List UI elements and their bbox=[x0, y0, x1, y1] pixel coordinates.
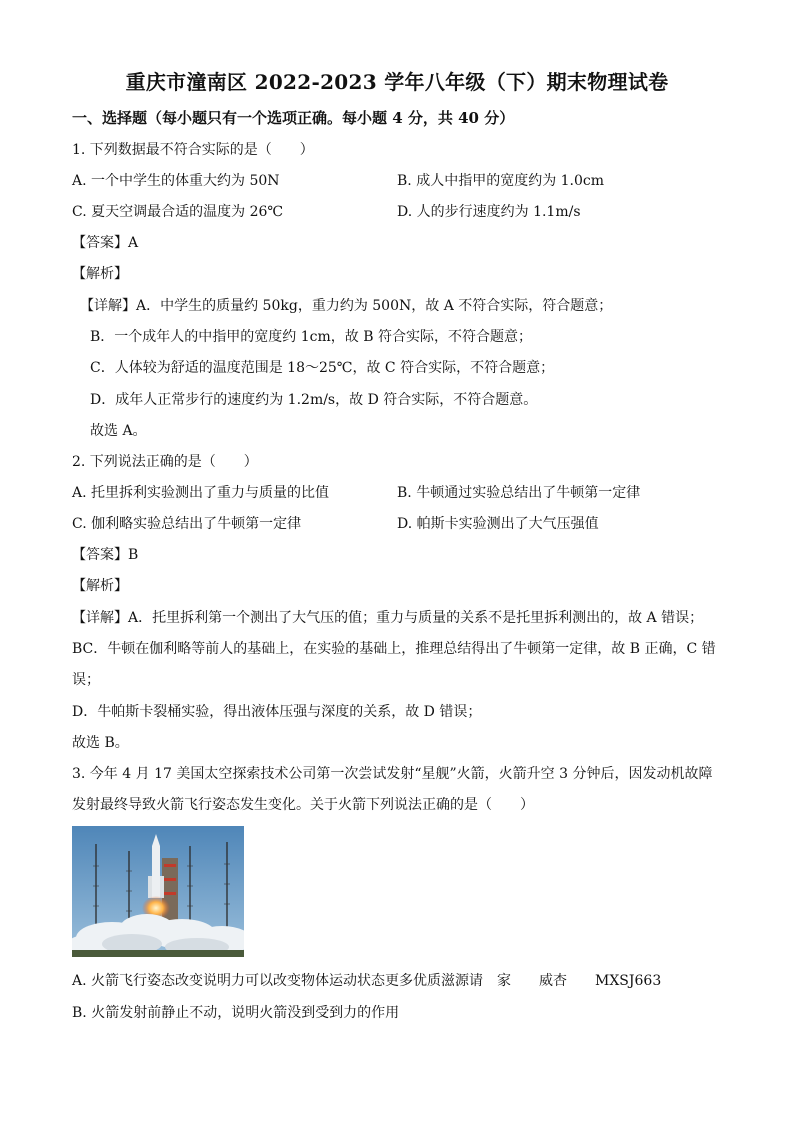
q1-stem: 1. 下列数据最不符合实际的是（ ） bbox=[72, 142, 314, 158]
q2-option-b: B. 牛顿通过实验总结出了牛顿第一定律 bbox=[397, 485, 641, 501]
q2-detail-bc: BC．牛顿在伽利略等前人的基础上，在实验的基础上，推理总结得出了牛顿第一定律，故 B 正确，C 错 bbox=[72, 641, 716, 657]
q2-detail-bc-cont: 误； bbox=[72, 672, 100, 688]
q2-option-a: A. 托里拆利实验测出了重力与质量的比值 bbox=[72, 485, 330, 501]
q1-detail-a: 【详解】A．中学生的质量约 50kg，重力约为 500N，故 A 不符合实际，符合题意； bbox=[80, 298, 613, 314]
q3-option-a: A. 火箭飞行姿态改变说明力可以改变物体运动状态更多优质滋源请 家 威杏 MXSJ663 bbox=[72, 973, 662, 989]
q1-option-b: B. 成人中指甲的宽度约为 1.0cm bbox=[397, 173, 605, 189]
q2-answer: 【答案】B bbox=[72, 547, 139, 563]
rocket-launch-photo bbox=[72, 826, 244, 957]
q1-answer: 【答案】A bbox=[72, 235, 139, 251]
q1-analysis-label: 【解析】 bbox=[72, 266, 128, 282]
q3-stem-line2: 发射最终导致火箭飞行姿态发生变化。关于火箭下列说法正确的是（ ） bbox=[72, 797, 534, 813]
q3-option-b: B. 火箭发射前静止不动，说明火箭没到受到力的作用 bbox=[72, 1005, 400, 1021]
q2-analysis-label: 【解析】 bbox=[72, 578, 128, 594]
page-title: 重庆市潼南区 2022-2023 学年八年级（下）期末物理试卷 bbox=[125, 70, 669, 94]
q2-detail-d: D．牛帕斯卡裂桶实验，得出液体压强与深度的关系，故 D 错误； bbox=[72, 704, 482, 720]
q1-detail-b: B．一个成年人的中指甲的宽度约 1cm，故 B 符合实际，不符合题意； bbox=[90, 329, 532, 345]
q1-option-d: D. 人的步行速度约为 1.1m/s bbox=[397, 204, 581, 220]
section-heading: 一、选择题（每小题只有一个选项正确。每小题 4 分，共 40 分） bbox=[72, 109, 515, 127]
q2-stem: 2. 下列说法正确的是（ ） bbox=[72, 454, 258, 470]
q1-option-a: A. 一个中学生的体重大约为 50N bbox=[72, 173, 280, 189]
q1-detail-c: C．人体较为舒适的温度范围是 18～25℃，故 C 符合实际，不符合题意； bbox=[90, 360, 555, 376]
q1-conclusion: 故选 A。 bbox=[90, 423, 147, 439]
q1-detail-d: D．成年人正常步行的速度约为 1.2m/s，故 D 符合实际，不符合题意。 bbox=[90, 392, 538, 408]
q2-option-c: C. 伽利略实验总结出了牛顿第一定律 bbox=[72, 516, 302, 532]
q2-option-d: D. 帕斯卡实验测出了大气压强值 bbox=[397, 516, 599, 532]
q3-stem-line1: 3. 今年 4 月 17 美国太空探索技术公司第一次尝试发射“星舰”火箭，火箭升空 3 分钟后，因发动机故障 bbox=[72, 766, 713, 782]
q1-option-c: C. 夏天空调最合适的温度为 26℃ bbox=[72, 204, 284, 220]
q2-conclusion: 故选 B。 bbox=[72, 735, 129, 751]
q2-detail-a: 【详解】A．托里拆利第一个测出了大气压的值；重力与质量的关系不是托里拆利测出的，故 A 错误； bbox=[72, 610, 704, 626]
